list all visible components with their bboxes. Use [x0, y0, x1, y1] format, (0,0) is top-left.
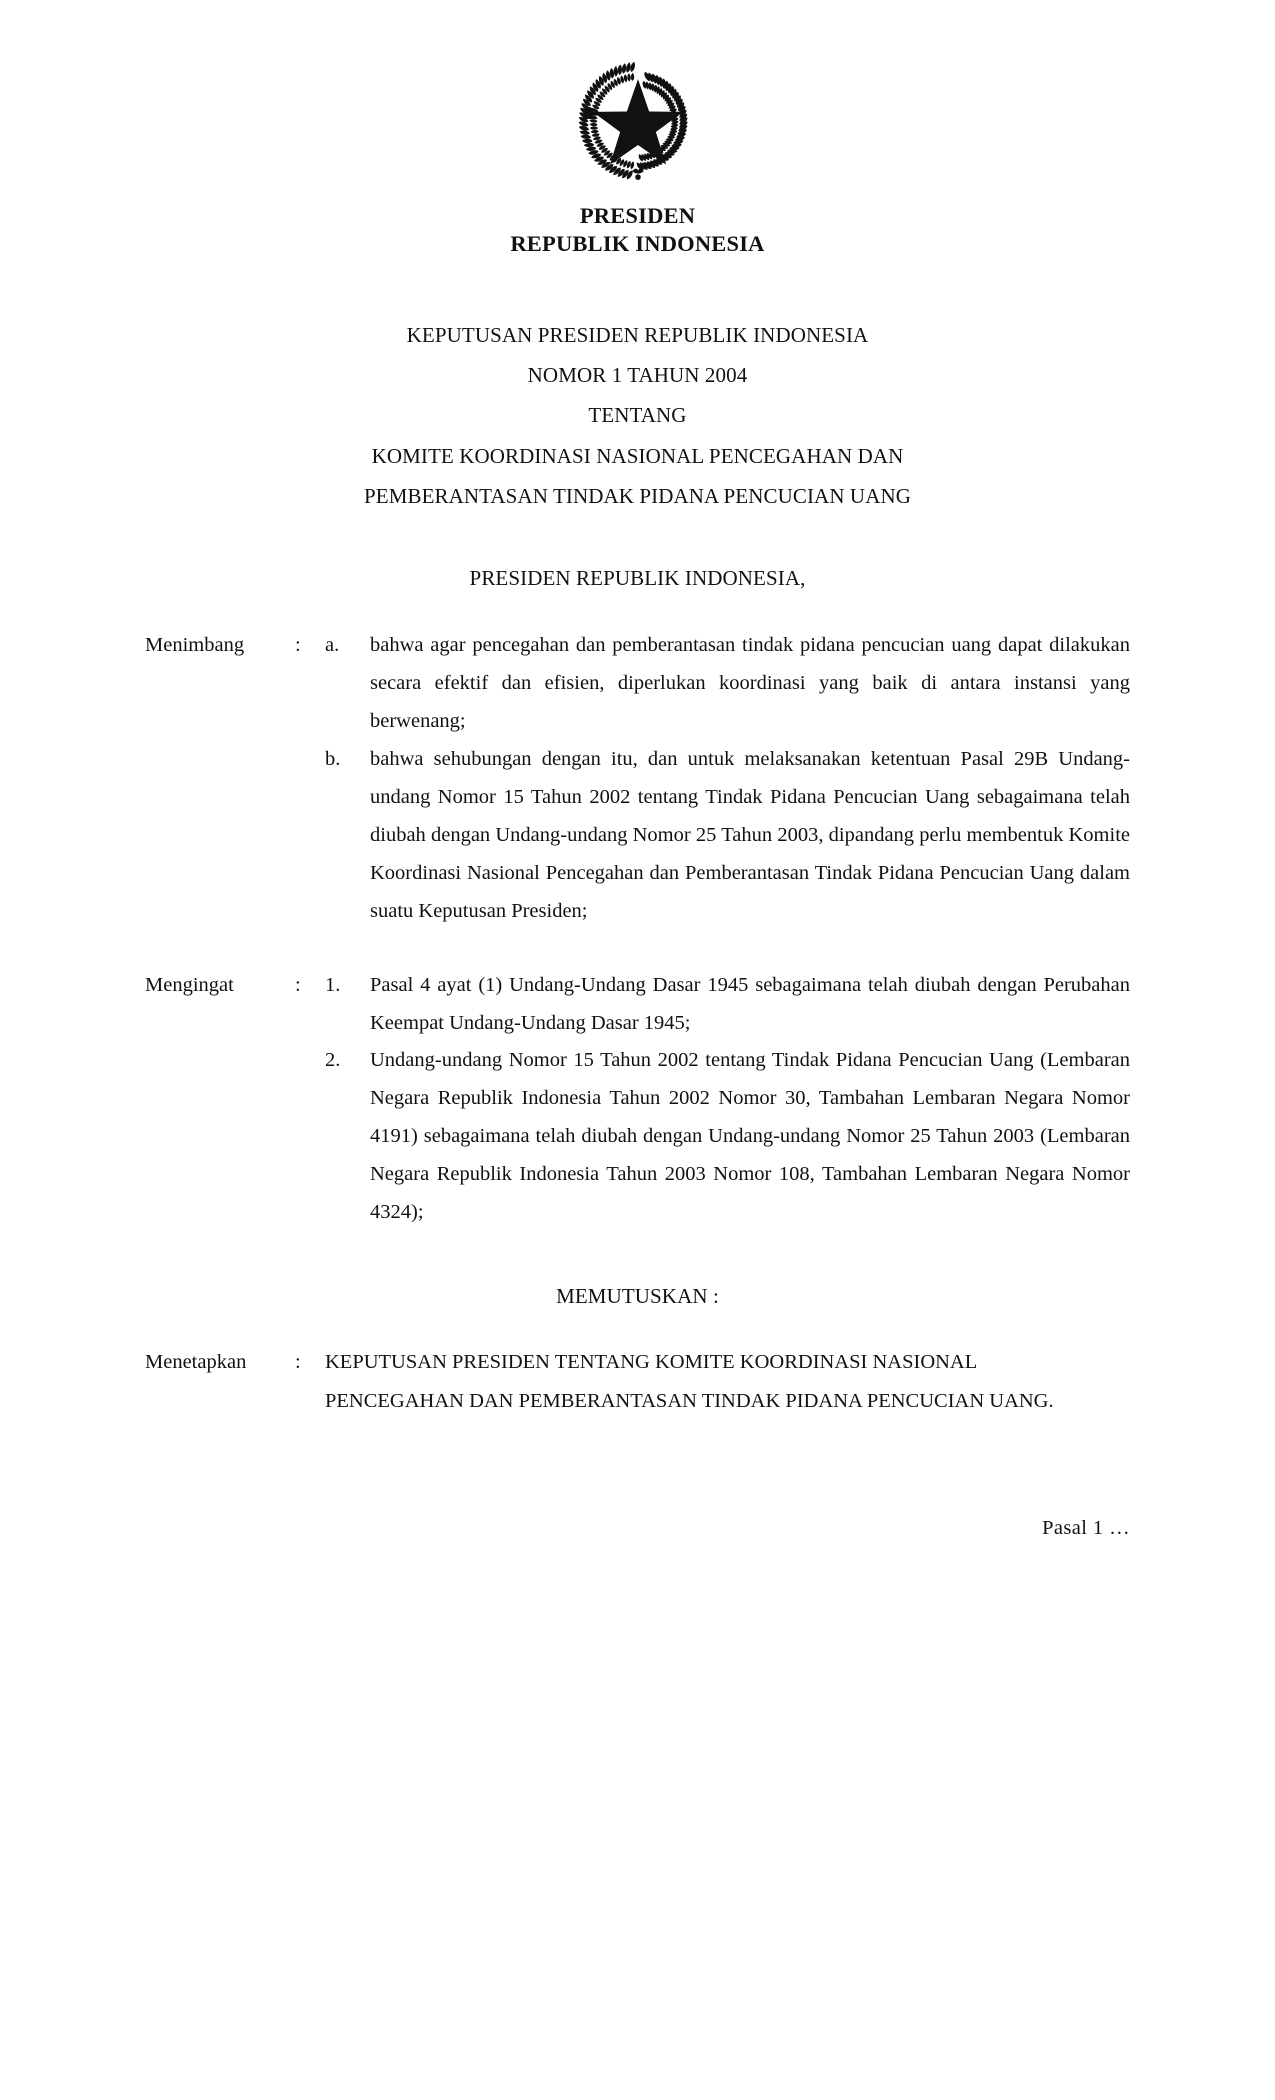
- legal-basis-colon: :: [295, 973, 301, 996]
- title-line-tentang: TENTANG: [588, 403, 687, 428]
- legal-basis-text: Undang-undang Nomor 15 Tahun 2002 tentang Tindak Pidana Pencucian Uang (Lembaran Negara Republik Indonesia Tahun 2002 Nomor 30, Tambahan Lembaran Negara Nomor 4191) sebagaimana telah diubah dengan Undang-undang Nomor 25 Tahun 2003 (Lembaran Negara Republik Indonesia Tahun 2003 Nomor 108, Tambahan Lembaran Negara Nomor 4324);: [370, 1049, 1130, 1224]
- consideration-text: bahwa agar pencegahan dan pemberantasan tindak pidana pencucian uang dapat dilakukan secara efektif dan efisien, diperlukan koordinasi yang baik di antara instansi yang berwenang;: [370, 634, 1130, 733]
- considerations-colon: :: [295, 634, 301, 657]
- stipulates-text-first-line: KEPUTUSAN PRESIDEN TENTANG KOMITE KOORDINASI NASIONAL: [325, 1351, 978, 1374]
- title-line-decree-type: KEPUTUSAN PRESIDEN REPUBLIK INDONESIA: [406, 322, 869, 347]
- stipulates-row: [0, 1343, 1275, 1421]
- title-line-subject-1: KOMITE KOORDINASI NASIONAL PENCEGAHAN DAN: [371, 443, 904, 468]
- title-line-number-year: NOMOR 1 TAHUN 2004: [527, 363, 748, 387]
- stipulates-colon: :: [295, 1351, 301, 1374]
- decision-heading: MEMUTUSKAN :: [556, 1284, 719, 1309]
- consideration-marker: b.: [325, 748, 341, 771]
- legal-basis-marker: 2.: [325, 1049, 341, 1072]
- enacting-clause: PRESIDEN REPUBLIK INDONESIA,: [469, 566, 806, 591]
- letterhead: [0, 202, 1275, 259]
- consideration-item: [0, 741, 1275, 931]
- considerations-section: [0, 627, 1275, 930]
- stipulates-text: [325, 1343, 1130, 1421]
- title-line-subject-2: PEMBERANTASAN TINDAK PIDANA PENCUCIAN UANG: [364, 483, 911, 508]
- legal-basis-marker: 1.: [325, 973, 341, 996]
- continuation-marker: Pasal 1 …: [1042, 1516, 1130, 1539]
- stipulates-section: [0, 1343, 1275, 1421]
- stipulates-text-last-line: PENCEGAHAN DAN PEMBERANTASAN TINDAK PIDANA PENCUCIAN UANG.: [325, 1390, 1054, 1413]
- emblem-container: [0, 0, 1275, 190]
- consideration-item: [0, 627, 1275, 741]
- presidential-emblem-star-in-laurel-wreath-icon: [568, 48, 708, 190]
- legal-basis-item: [0, 1042, 1275, 1232]
- letterhead-line-presiden: PRESIDEN: [579, 203, 696, 228]
- legal-basis-section: [0, 967, 1275, 1232]
- consideration-marker: a.: [325, 634, 340, 657]
- considerations-label: Menimbang: [145, 634, 245, 657]
- letterhead-line-republik-indonesia: REPUBLIK INDONESIA: [510, 231, 765, 257]
- consideration-text: bahwa sehubungan dengan itu, dan untuk melaksanakan ketentuan Pasal 29B Undang-undang Nomor 15 Tahun 2002 tentang Tindak Pidana Pencucian Uang sebagaimana telah diubah dengan Undang-undang Nomor 25 Tahun 2003, dipandang perlu membentuk Komite Koordinasi Nasional Pencegahan dan Pemberantasan Tindak Pidana Pencucian Uang dalam suatu Keputusan Presiden;: [370, 748, 1130, 922]
- stipulates-label: Menetapkan: [145, 1351, 247, 1374]
- legal-basis-item: [0, 967, 1275, 1043]
- legal-basis-text: Pasal 4 ayat (1) Undang-Undang Dasar 1945 sebagaimana telah diubah dengan Perubahan Keempat Undang-Undang Dasar 1945;: [370, 973, 1130, 1034]
- document-title-block: [0, 315, 1275, 517]
- legal-basis-label: Mengingat: [145, 973, 234, 996]
